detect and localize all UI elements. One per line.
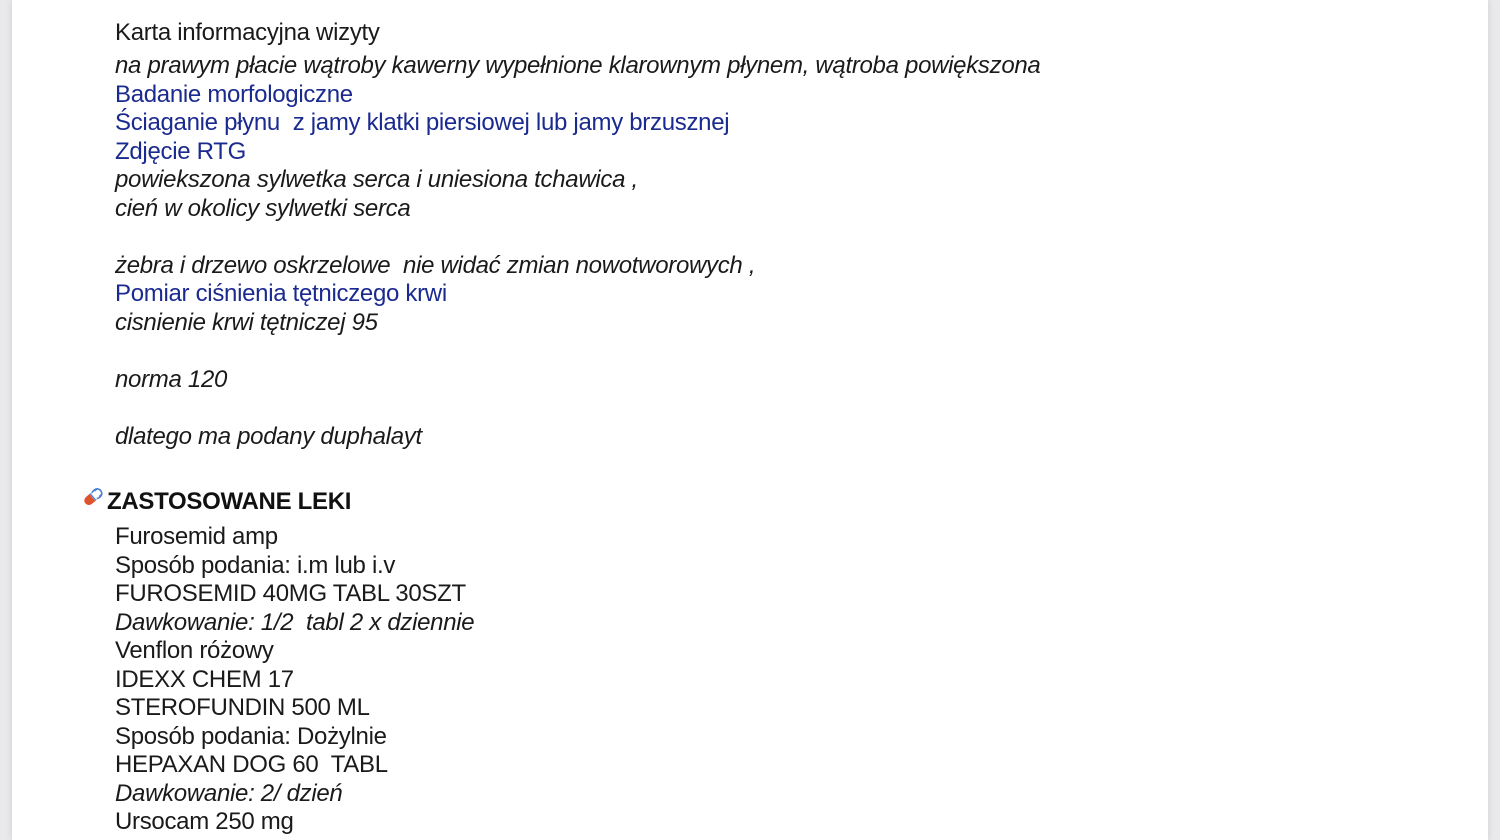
note-line: na prawym płacie wątroby kawerny wypełnione klarownym płynem, wątroba powiększona: [115, 52, 1041, 79]
medication-line: FUROSEMID 40MG TABL 30SZT: [115, 580, 466, 607]
note-line: [115, 223, 1415, 252]
note-line: Zdjęcie RTG: [115, 137, 246, 165]
note-line: Badanie morfologiczne: [115, 80, 353, 108]
medication-line: Furosemid amp: [115, 523, 278, 550]
note-line: żebra i drzewo oskrzelowe nie widać zmian nowotworowych ,: [115, 251, 756, 279]
medications-heading-row: [107, 485, 1415, 519]
document-page: [12, 0, 1488, 840]
medication-line: HEPAXAN DOG 60 TABL: [115, 751, 388, 778]
document-content: [107, 17, 1415, 837]
medication-line: Ursocam 250 mg: [115, 808, 294, 835]
note-line: Pomiar ciśnienia tętniczego krwi: [115, 280, 447, 307]
pill-icon: [81, 485, 105, 509]
note-line: norma 120: [115, 365, 228, 393]
medications-list: [115, 523, 1415, 837]
note-line: [115, 337, 1415, 366]
medication-line: Dawkowanie: 1/2 tabl 2 x dziennie: [115, 608, 475, 636]
note-line: [115, 394, 1415, 423]
medication-line: Venflon różowy: [115, 637, 274, 664]
note-line: cisnienie krwi tętniczej 95: [115, 308, 378, 336]
medication-line: Sposób podania: Dożylnie: [115, 722, 387, 750]
note-line: dlatego ma podany duphalayt: [115, 422, 422, 450]
document-title: Karta informacyjna wizyty: [115, 19, 380, 46]
note-line: cień w okolicy sylwetki serca: [115, 194, 411, 222]
medications-heading: ZASTOSOWANE LEKI: [107, 488, 352, 515]
medication-line: Dawkowanie: 2/ dzień: [115, 779, 343, 807]
note-line: Ściaganie płynu z jamy klatki piersiowej lub jamy brzusznej: [115, 109, 730, 136]
visit-notes: [115, 52, 1415, 451]
medication-line: STEROFUNDIN 500 ML: [115, 694, 370, 721]
medication-line: Sposób podania: i.m lub i.v: [115, 551, 396, 579]
medication-line: IDEXX CHEM 17: [115, 665, 294, 693]
note-line: powiekszona sylwetka serca i uniesiona tchawica ,: [115, 166, 638, 193]
